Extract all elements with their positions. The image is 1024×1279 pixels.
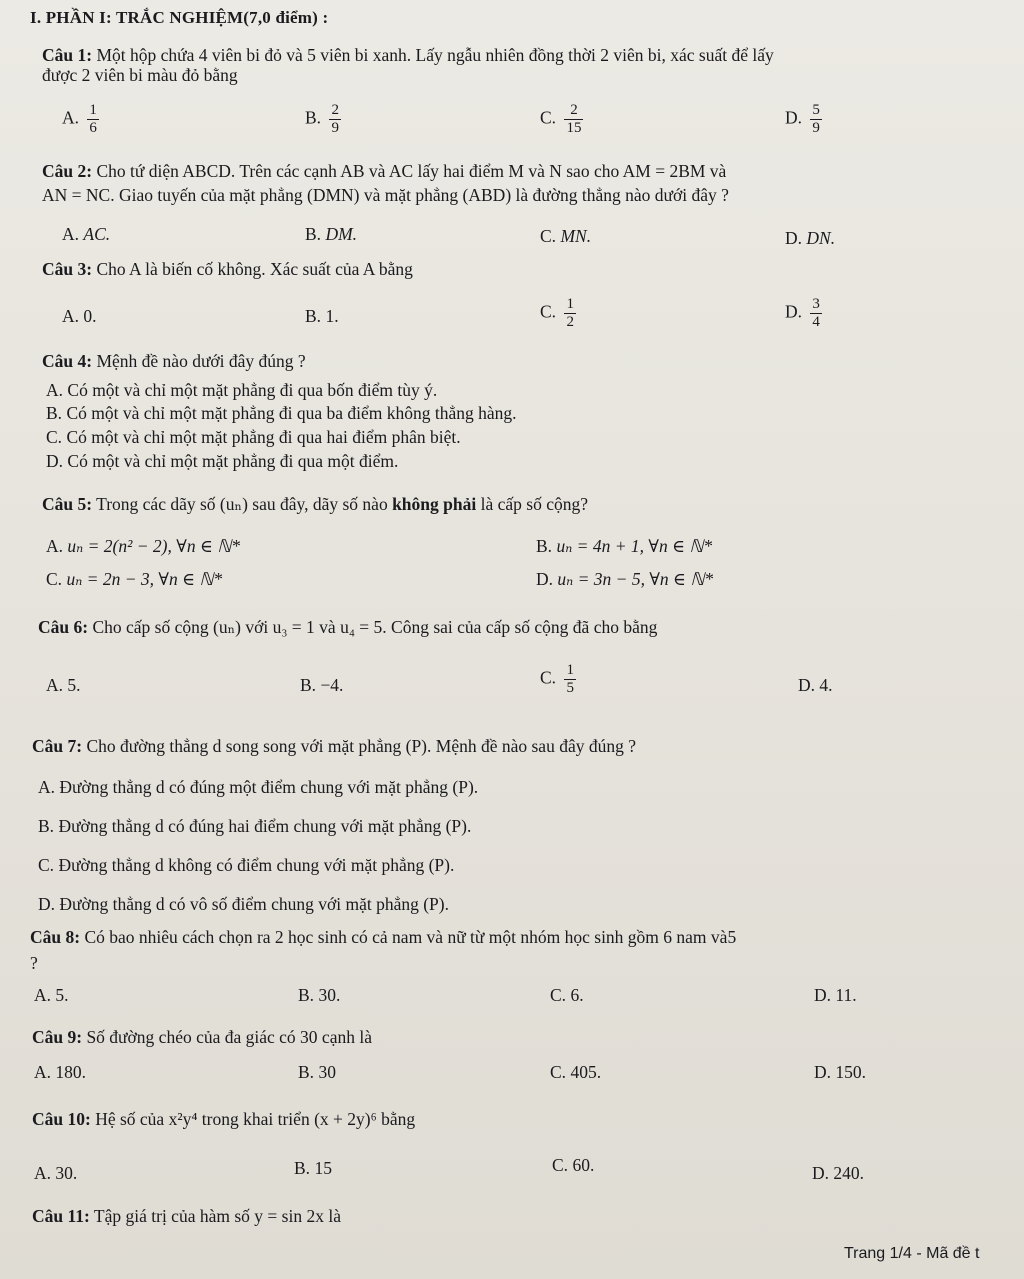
fraction: $\frac{5}{9}$: [812, 102, 820, 136]
option-d[interactable]: D. $\frac{3}{4}$: [785, 296, 820, 330]
question-label: Câu 2:: [42, 161, 93, 181]
question-text: Cho tứ diện ABCD. Trên các cạnh AB và AC lấy hai điểm M và N sao cho AM = 2BM và: [96, 161, 727, 181]
fraction: $\frac{1}{5}$: [566, 662, 574, 696]
question-label: Câu 8:: [30, 927, 81, 947]
option-c[interactable]: C. MN.: [540, 226, 592, 246]
fraction: $\frac{3}{4}$: [812, 296, 820, 330]
fraction: $\frac{2}{9}$: [331, 102, 339, 136]
option-c[interactable]: C. 6.: [550, 985, 584, 1005]
option-b[interactable]: B. 1.: [305, 306, 339, 326]
option-b[interactable]: B. Đường thẳng d có đúng hai điểm chung với mặt phẳng (P).: [38, 816, 472, 836]
question-text: Cho cấp số cộng (uₙ) với u₃ = 1 và u₄ = 5. Công sai của cấp số cộng đã cho bằng: [92, 617, 658, 637]
option-c[interactable]: C. $\frac{1}{5}$: [540, 662, 574, 696]
option-c[interactable]: C. $\frac{1}{2}$: [540, 296, 574, 330]
question-9: [32, 1026, 372, 1048]
option-b[interactable]: B. 30.: [298, 985, 341, 1005]
option-d[interactable]: D. 4.: [798, 675, 833, 695]
question-text: Cho đường thẳng d song song với mặt phẳng (P). Mệnh đề nào sau đây đúng ?: [86, 736, 636, 756]
option-letter: C.: [540, 107, 557, 128]
option-b[interactable]: [305, 102, 341, 137]
option-a[interactable]: A. Có một và chỉ một mặt phẳng đi qua bốn điểm tùy ý.: [46, 380, 438, 400]
question-text: Một hộp chứa 4 viên bi đỏ và 5 viên bi xanh. Lấy ngẫu nhiên đồng thời 2 viên bi, xác suất để lấy: [96, 45, 774, 65]
question-11: [32, 1205, 341, 1227]
question-8: [30, 926, 736, 948]
question-label: Câu 3:: [42, 259, 93, 279]
option-d[interactable]: D. uₙ = 3n − 5, ∀n ∈ ℕ*: [536, 569, 714, 589]
option-letter: D.: [785, 107, 803, 128]
page-footer: Trang 1/4 - Mã đề t: [844, 1245, 980, 1262]
question-label: Câu 5:: [42, 494, 93, 514]
option-c[interactable]: C. Đường thẳng d không có điểm chung với mặt phẳng (P).: [38, 855, 455, 875]
option-a[interactable]: A. 180.: [34, 1062, 87, 1082]
option-a[interactable]: A. 5.: [46, 675, 81, 695]
option-d[interactable]: [785, 102, 822, 137]
option-b[interactable]: B. DM.: [305, 224, 358, 244]
option-a[interactable]: A. 30.: [34, 1163, 78, 1183]
question-text: Tập giá trị của hàm số y = sin 2x là: [93, 1206, 341, 1226]
question-1-line2: được 2 viên bi màu đỏ bằng: [42, 65, 238, 85]
option-c[interactable]: C. Có một và chỉ một mặt phẳng đi qua hai điểm phân biệt.: [46, 427, 461, 447]
section-title: I. PHẦN I: TRẮC NGHIỆM(7,0 điểm) :: [30, 8, 329, 27]
question-label: Câu 10:: [32, 1109, 91, 1129]
option-c[interactable]: C. 60.: [552, 1155, 595, 1175]
question-7: [32, 735, 636, 757]
option-d[interactable]: D. 150.: [814, 1062, 867, 1082]
option-letter: A.: [62, 107, 80, 128]
option-b[interactable]: B. 30: [298, 1062, 336, 1082]
question-text: Hệ số của x²y⁴ trong khai triển (x + 2y)⁶ bằng: [95, 1109, 416, 1129]
option-a[interactable]: [62, 102, 99, 137]
question-2-line2: AN = NC. Giao tuyến của mặt phẳng (DMN) và mặt phẳng (ABD) là đường thẳng nào dưới đây ?: [42, 185, 729, 205]
question-text: Có bao nhiêu cách chọn ra 2 học sinh có cả nam và nữ từ một nhóm học sinh gồm 6 nam và5: [84, 927, 737, 947]
question-label: Câu 4:: [42, 351, 93, 371]
question-6: [38, 616, 657, 638]
option-d[interactable]: D. 11.: [814, 985, 857, 1005]
question-4: [42, 350, 306, 372]
question-10: [32, 1108, 415, 1130]
option-c[interactable]: C. 405.: [550, 1062, 602, 1082]
question-5: Câu 5: Trong các dãy số (uₙ) sau đây, dãy số nào không phải là cấp số cộng?: [42, 494, 588, 514]
question-text: Mệnh đề nào dưới đây đúng ?: [96, 351, 306, 371]
option-a[interactable]: A. 5.: [34, 985, 69, 1005]
question-label: Câu 6:: [38, 617, 89, 637]
option-a[interactable]: A. 0.: [62, 306, 97, 326]
question-label: Câu 1:: [42, 45, 93, 65]
question-label: Câu 7:: [32, 736, 83, 756]
question-text: Cho A là biến cố không. Xác suất của A bằng: [96, 259, 413, 279]
question-text: Số đường chéo của đa giác có 30 cạnh là: [86, 1027, 372, 1047]
option-b[interactable]: B. −4.: [300, 675, 344, 695]
fraction: $\frac{1}{6}$: [89, 102, 97, 136]
option-b[interactable]: B. uₙ = 4n + 1, ∀n ∈ ℕ*: [536, 536, 713, 556]
option-d[interactable]: D. Đường thẳng d có vô số điểm chung với mặt phẳng (P).: [38, 894, 449, 914]
question-3: [42, 258, 413, 280]
option-c[interactable]: [540, 102, 583, 137]
option-b[interactable]: B. Có một và chỉ một mặt phẳng đi qua ba điểm không thẳng hàng.: [46, 403, 517, 423]
question-1: [42, 44, 774, 66]
question-2: [42, 160, 726, 182]
option-d[interactable]: D. Có một và chỉ một mặt phẳng đi qua một điểm.: [46, 451, 399, 471]
option-d[interactable]: D. DN.: [785, 228, 836, 248]
option-d[interactable]: D. 240.: [812, 1163, 865, 1183]
option-a[interactable]: A. uₙ = 2(n² − 2), ∀n ∈ ℕ*: [46, 536, 241, 556]
question-label: Câu 9:: [32, 1027, 83, 1047]
question-8-line2: ?: [30, 953, 38, 973]
option-c[interactable]: C. uₙ = 2n − 3, ∀n ∈ ℕ*: [46, 569, 223, 589]
fraction: $\frac{1}{2}$: [566, 296, 574, 330]
option-a[interactable]: A. Đường thẳng d có đúng một điểm chung với mặt phẳng (P).: [38, 777, 479, 797]
emphasis: không phải: [392, 494, 477, 514]
option-b[interactable]: B. 15: [294, 1158, 332, 1178]
question-label: Câu 11:: [32, 1206, 90, 1226]
option-letter: B.: [305, 107, 322, 128]
fraction: $\frac{2}{15}$: [566, 102, 582, 136]
option-a[interactable]: A. AC.: [62, 224, 111, 244]
